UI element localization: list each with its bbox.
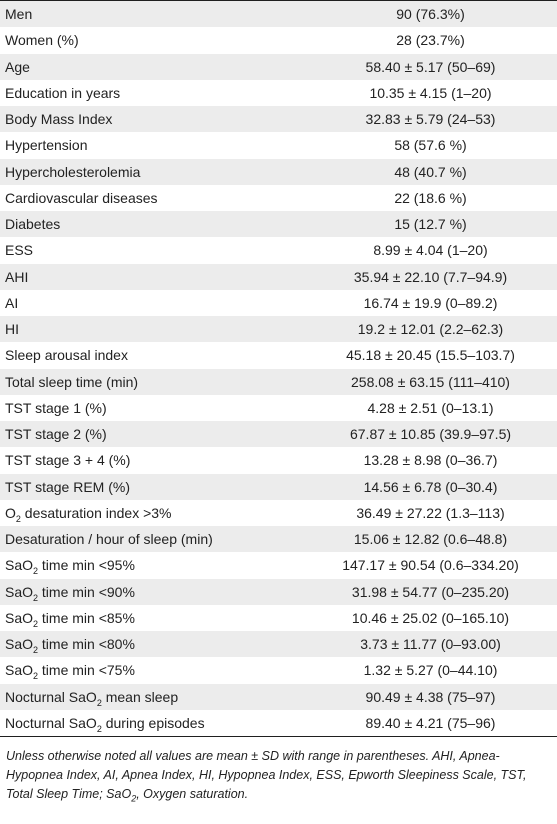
row-label-prefix: SaO <box>5 609 34 626</box>
row-label: Education in years <box>0 80 304 106</box>
row-label-subscript: 2 <box>15 513 21 524</box>
row-value: 58 (57.6 %) <box>304 132 557 158</box>
row-value: 89.40 ± 4.21 (75–96) <box>304 710 557 737</box>
table-row <box>0 421 557 447</box>
table-row <box>0 1 557 28</box>
table-row <box>0 631 557 657</box>
row-label: TST stage 3 + 4 (%) <box>0 447 304 473</box>
row-label: Age <box>0 54 304 80</box>
row-value: 22 (18.6 %) <box>304 185 557 211</box>
row-label: Total sleep time (min) <box>0 369 304 395</box>
row-label-prefix: Nocturnal SaO <box>5 714 97 731</box>
row-label-suffix: during episodes <box>101 714 205 731</box>
footnote-text-end: , Oxygen saturation. <box>136 787 249 801</box>
row-label <box>0 552 304 578</box>
table-row <box>0 290 557 316</box>
row-label: AHI <box>0 264 304 290</box>
table-row <box>0 106 557 132</box>
table-footnote <box>6 747 551 804</box>
row-value: 19.2 ± 12.01 (2.2–62.3) <box>304 316 557 342</box>
row-label-subscript: 2 <box>96 697 102 708</box>
row-label-suffix: time min <85% <box>38 609 135 626</box>
row-value: 90.49 ± 4.38 (75–97) <box>304 684 557 710</box>
row-label: AI <box>0 290 304 316</box>
row-label <box>0 684 304 710</box>
row-value: 45.18 ± 20.45 (15.5–103.7) <box>304 342 557 368</box>
row-value: 3.73 ± 11.77 (0–93.00) <box>304 631 557 657</box>
row-value: 15 (12.7 %) <box>304 211 557 237</box>
table-row <box>0 159 557 185</box>
row-value: 258.08 ± 63.15 (111–410) <box>304 369 557 395</box>
row-label-suffix: time min <90% <box>38 583 135 600</box>
row-value: 31.98 ± 54.77 (0–235.20) <box>304 579 557 605</box>
table-row <box>0 185 557 211</box>
table-row <box>0 447 557 473</box>
row-label: Hypercholesterolemia <box>0 159 304 185</box>
row-label-suffix: desaturation index >3% <box>20 504 172 521</box>
table-row <box>0 605 557 631</box>
row-label-prefix: O <box>5 504 16 521</box>
row-value: 67.87 ± 10.85 (39.9–97.5) <box>304 421 557 447</box>
row-label: Women (%) <box>0 27 304 53</box>
row-label: Desaturation / hour of sleep (min) <box>0 526 304 552</box>
table-row <box>0 710 557 737</box>
row-label-prefix: Nocturnal SaO <box>5 688 97 705</box>
row-label <box>0 605 304 631</box>
row-value: 58.40 ± 5.17 (50–69) <box>304 54 557 80</box>
row-value: 35.94 ± 22.10 (7.7–94.9) <box>304 264 557 290</box>
row-value: 10.46 ± 25.02 (0–165.10) <box>304 605 557 631</box>
table-row <box>0 474 557 500</box>
row-label: TST stage REM (%) <box>0 474 304 500</box>
row-value: 13.28 ± 8.98 (0–36.7) <box>304 447 557 473</box>
row-value: 14.56 ± 6.78 (0–30.4) <box>304 474 557 500</box>
table-row <box>0 264 557 290</box>
table-row <box>0 395 557 421</box>
row-value: 1.32 ± 5.27 (0–44.10) <box>304 657 557 683</box>
row-label-prefix: SaO <box>5 636 34 653</box>
row-label-prefix: SaO <box>5 557 34 574</box>
table-row <box>0 27 557 53</box>
row-label: Hypertension <box>0 132 304 158</box>
table-row <box>0 342 557 368</box>
table-row <box>0 657 557 683</box>
row-value: 16.74 ± 19.9 (0–89.2) <box>304 290 557 316</box>
table-row <box>0 237 557 263</box>
table-row <box>0 54 557 80</box>
row-label-prefix: SaO <box>5 583 34 600</box>
row-label <box>0 500 304 526</box>
row-label-subscript: 2 <box>33 644 39 655</box>
table-row <box>0 316 557 342</box>
row-label: Sleep arousal index <box>0 342 304 368</box>
row-label <box>0 579 304 605</box>
row-label: ESS <box>0 237 304 263</box>
row-value: 10.35 ± 4.15 (1–20) <box>304 80 557 106</box>
table-row <box>0 369 557 395</box>
row-label: Diabetes <box>0 211 304 237</box>
row-label: HI <box>0 316 304 342</box>
row-label: Body Mass Index <box>0 106 304 132</box>
row-label: TST stage 2 (%) <box>0 421 304 447</box>
row-label <box>0 657 304 683</box>
row-value: 15.06 ± 12.82 (0.6–48.8) <box>304 526 557 552</box>
row-value: 36.49 ± 27.22 (1.3–113) <box>304 500 557 526</box>
row-label-prefix: SaO <box>5 662 34 679</box>
row-label-suffix: time min <95% <box>38 557 135 574</box>
row-label-subscript: 2 <box>33 671 39 682</box>
table-row <box>0 211 557 237</box>
table-row <box>0 500 557 526</box>
row-value: 4.28 ± 2.51 (0–13.1) <box>304 395 557 421</box>
row-value: 147.17 ± 90.54 (0.6–334.20) <box>304 552 557 578</box>
row-label <box>0 631 304 657</box>
row-label: TST stage 1 (%) <box>0 395 304 421</box>
row-label <box>0 710 304 737</box>
row-label-suffix: time min <75% <box>38 662 135 679</box>
row-value: 8.99 ± 4.04 (1–20) <box>304 237 557 263</box>
row-label-suffix: time min <80% <box>38 636 135 653</box>
row-label-subscript: 2 <box>33 566 39 577</box>
table-row <box>0 684 557 710</box>
row-label: Cardiovascular diseases <box>0 185 304 211</box>
table-row <box>0 526 557 552</box>
table-body <box>0 1 557 737</box>
row-label-suffix: mean sleep <box>101 688 179 705</box>
row-value: 32.83 ± 5.79 (24–53) <box>304 106 557 132</box>
footnote-subscript: 2 <box>131 793 137 804</box>
row-value: 28 (23.7%) <box>304 27 557 53</box>
table-row <box>0 552 557 578</box>
row-label-subscript: 2 <box>96 723 102 734</box>
row-value: 90 (76.3%) <box>304 1 557 28</box>
table-row <box>0 579 557 605</box>
row-value: 48 (40.7 %) <box>304 159 557 185</box>
table-row <box>0 80 557 106</box>
footnote-text-start: Unless otherwise noted all values are mean ± SD with range in parentheses. AHI, Apnea-Hypopnea Index, AI, Apnea Index, HI, Hypopnea Index, ESS, Epworth Sleepiness Scale, TST, Total Sleep Time; SaO <box>6 749 527 801</box>
row-label-subscript: 2 <box>33 592 39 603</box>
table-row <box>0 132 557 158</box>
row-label-subscript: 2 <box>33 618 39 629</box>
row-label: Men <box>0 1 304 28</box>
